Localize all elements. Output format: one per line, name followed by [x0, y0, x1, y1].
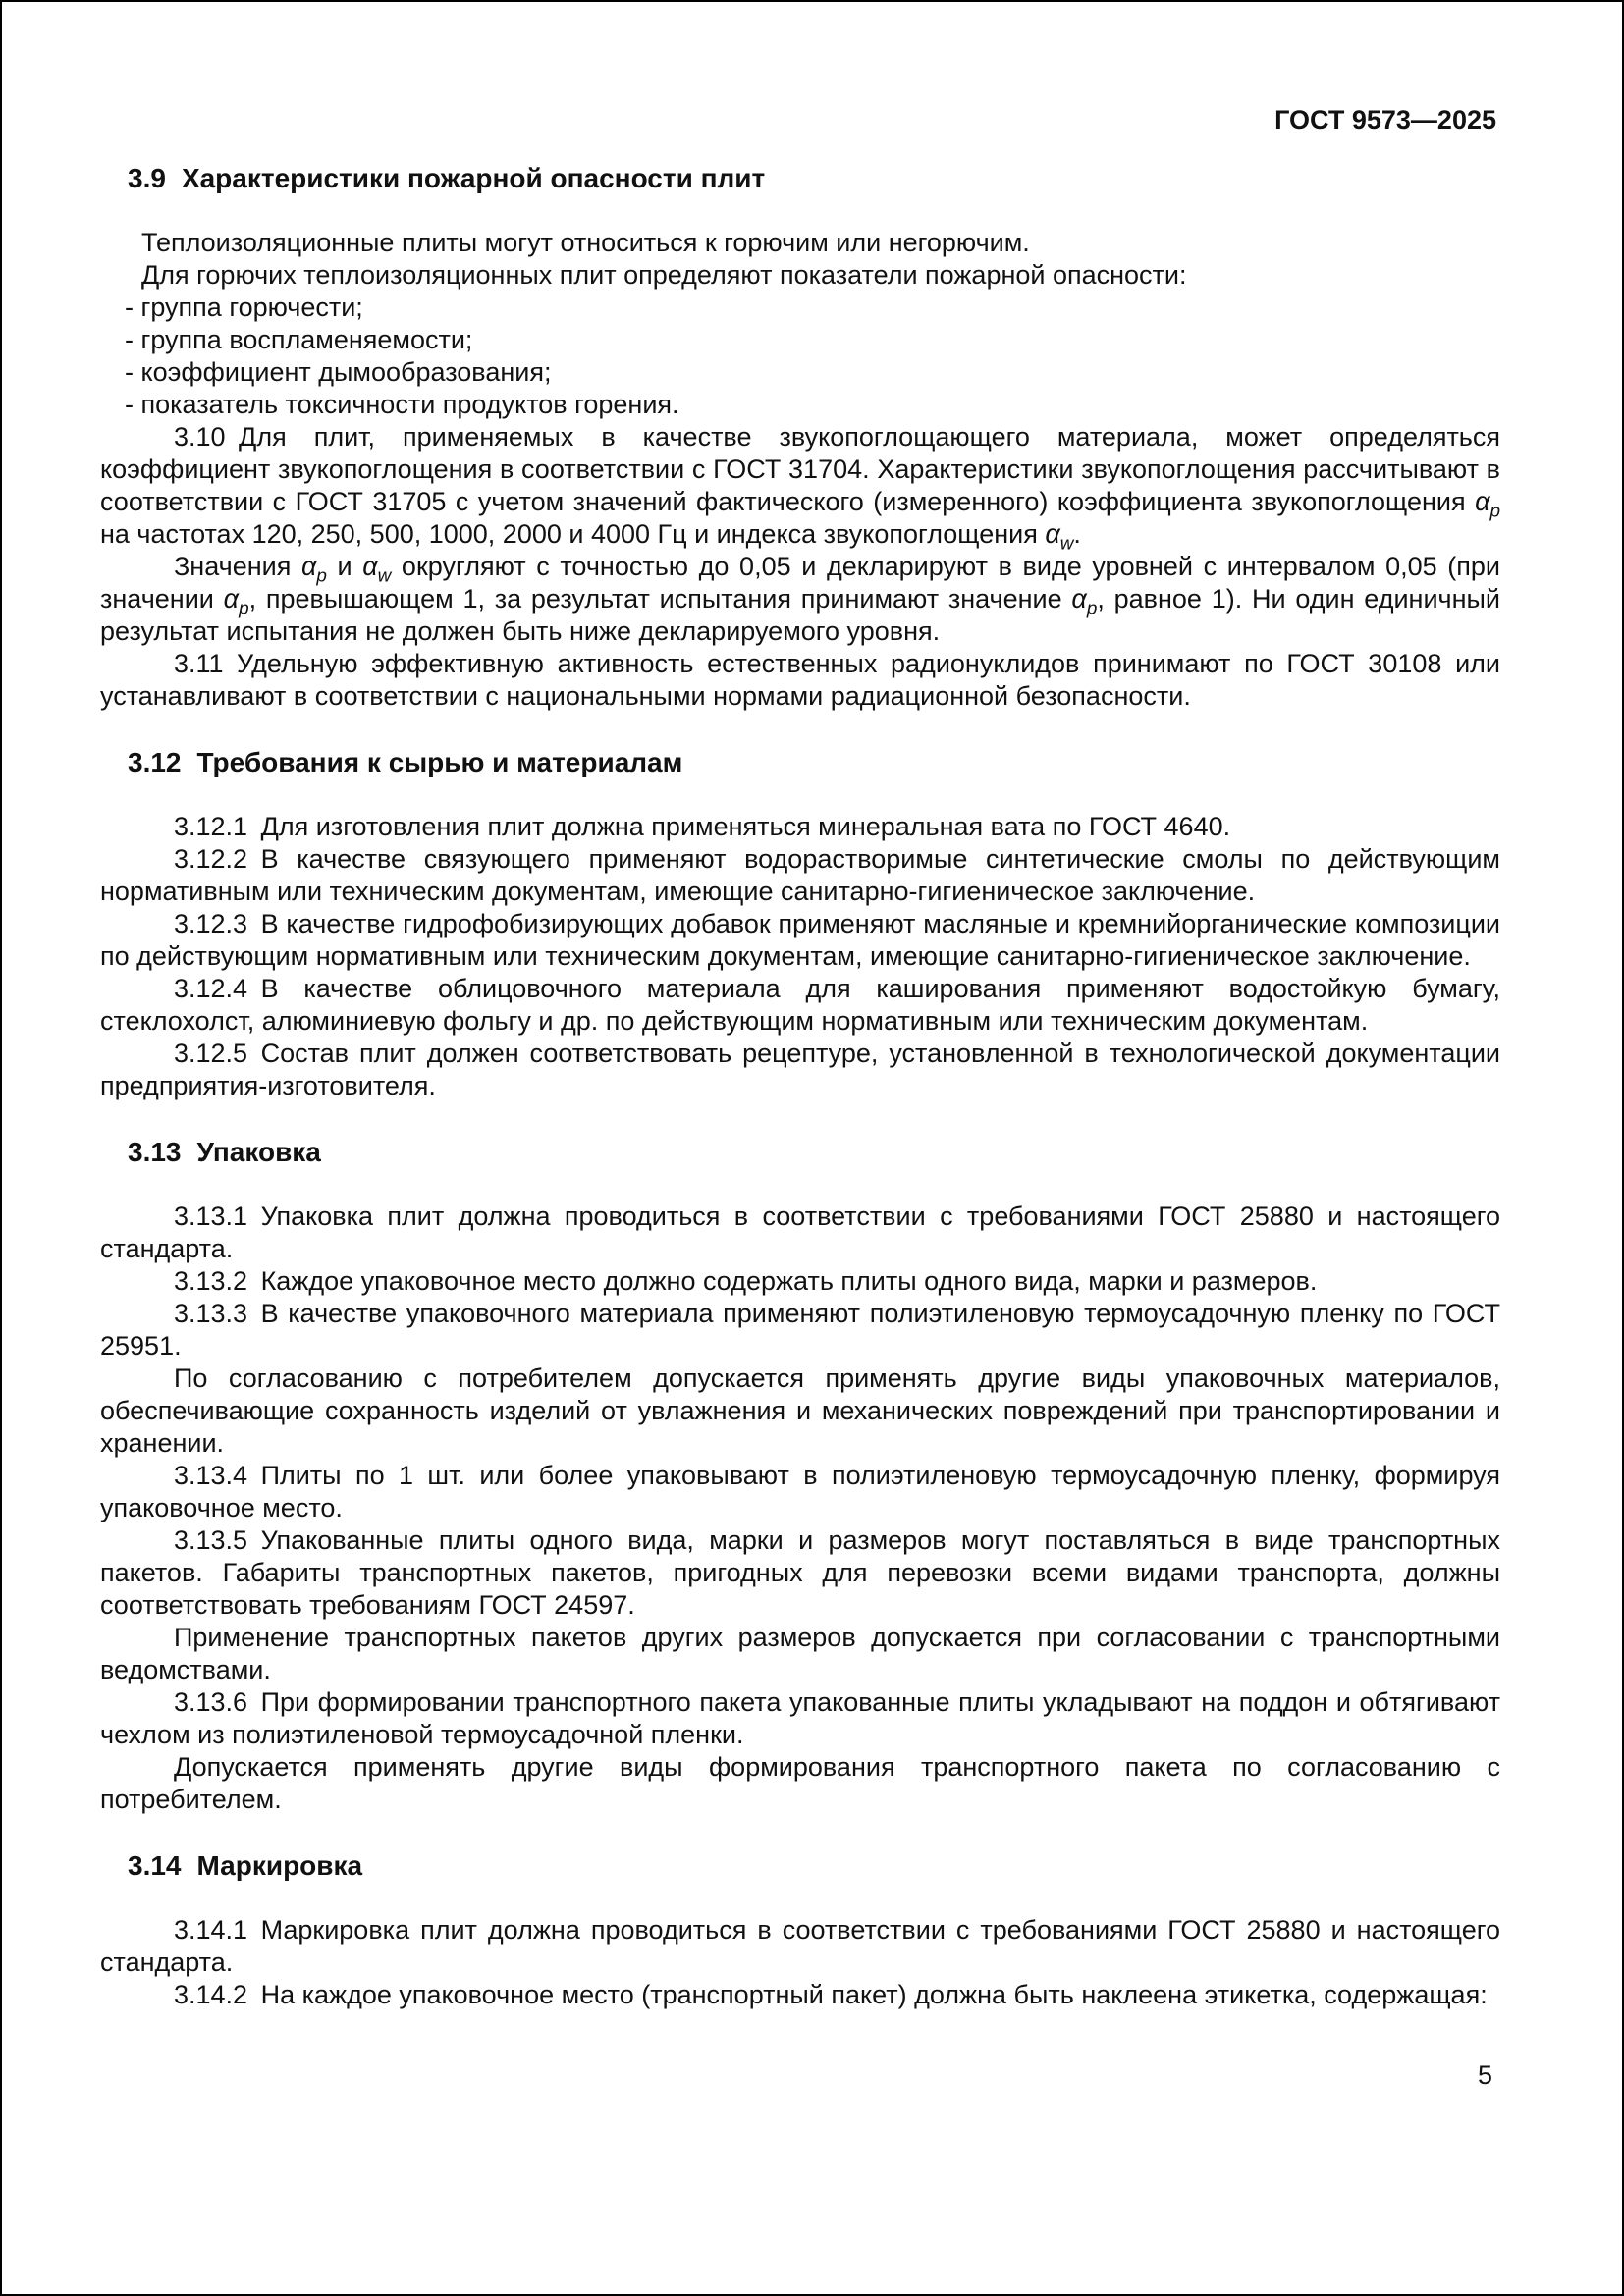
clause-3-13-5: 3.13.5 Упакованные плиты одного вида, марки и размеров могут поставляться в виде транспортных пакетов. Габариты транспортных пакетов, пригодных для перевозки всеми видами транспорта, должны соответствовать требованиям ГОСТ 24597.: [100, 1525, 1500, 1620]
clause-3-14-2: 3.14.2 На каждое упаковочное место (транспортный пакет) должна быть наклеена этикетка, содержащая:: [174, 1980, 1488, 2009]
text-run: на частотах 120, 250, 500, 1000, 2000 и 4000 Гц и индекса звукопоглощения: [100, 519, 1046, 549]
text-run: и: [326, 552, 363, 581]
clause-3-12-3: 3.12.3 В качестве гидрофобизирующих добавок применяют масляные и кремнийорганические композиции по действующим нормативным или техническим документам, имеющие санитарно-гигиеническое заключение.: [100, 909, 1500, 971]
alpha-subscript: p: [1489, 501, 1500, 522]
clause-3-14-1: 3.14.1 Маркировка плит должна проводиться в соответствии с требованиями ГОСТ 25880 и настоящего стандарта.: [100, 1915, 1500, 1977]
paragraph: Допускается применять другие виды формирования транспортного пакета по согласованию с потребителем.: [100, 1752, 1500, 1814]
paragraph: Теплоизоляционные плиты могут относиться к горючим или негорючим.: [141, 228, 1030, 257]
section-title: Упаковка: [196, 1137, 321, 1167]
paragraph: Для горючих теплоизоляционных плит определяют показатели пожарной опасности:: [141, 260, 1187, 290]
text-run: Значения: [174, 552, 301, 581]
section-number: 3.14: [128, 1850, 182, 1881]
alpha-subscript: w: [377, 565, 392, 587]
section-title: Характеристики пожарной опасности плит: [181, 163, 766, 193]
alpha-symbol: α: [1071, 584, 1087, 614]
section-number: 3.13: [128, 1137, 182, 1167]
text-run: округляют с точностью до 0,05 и декларируют в виде уровней с интервалом 0,05 (при значении: [100, 552, 1500, 614]
clause-3-13-2: 3.13.2 Каждое упаковочное место должно содержать плиты одного вида, марки и размеров.: [174, 1266, 1318, 1296]
clause-3-13-4: 3.13.4 Плиты по 1 шт. или более упаковывают в полиэтиленовую термоусадочную пленку, формируя упаковочное место.: [100, 1461, 1500, 1522]
alpha-symbol: α: [1045, 519, 1060, 549]
paragraph: По согласованию с потребителем допускается применять другие виды упаковочных материалов, обеспечивающие сохранность изделий от увлажнения и механических повреждений при транспортировании и хранении.: [100, 1363, 1500, 1458]
section-title: Маркировка: [196, 1850, 363, 1881]
clause-3-11: 3.11 Удельную эффективную активность естественных радионуклидов принимают по ГОСТ 30108 или устанавливают в соответствии с национальными нормами радиационной безопасности.: [100, 649, 1500, 711]
clause-3-13-1: 3.13.1 Упаковка плит должна проводиться в соответствии с требованиями ГОСТ 25880 и настоящего стандарта.: [100, 1201, 1500, 1263]
clause-3-13-3: 3.13.3 В качестве упаковочного материала применяют полиэтиленовую термоусадочную пленку по ГОСТ 25951.: [100, 1299, 1500, 1361]
clause-3-12-4: 3.12.4 В качестве облицовочного материала для каширования применяют водостойкую бумагу, стеклохолст, алюминиевую фольгу и др. по действующим нормативным или техническим документам.: [100, 974, 1500, 1036]
alpha-subscript: w: [1059, 533, 1074, 555]
section-number: 3.9: [128, 163, 166, 193]
alpha-subscript: p: [316, 565, 327, 587]
clause-3-13-6: 3.13.6 При формировании транспортного пакета упакованные плиты укладывают на поддон и обтягивают чехлом из полиэтиленовой термоусадочной пленки.: [100, 1687, 1500, 1749]
document-code: ГОСТ 9573—2025: [1274, 105, 1496, 134]
section-title: Требования к сырью и материалам: [196, 747, 683, 777]
alpha-subscript: p: [239, 598, 249, 619]
page-number: 5: [1477, 2060, 1492, 2090]
section-heading-3-9: [128, 162, 1500, 195]
list-item: - группа воспламеняемости;: [125, 325, 473, 354]
text-run: 3.10 Для плит, применяемых в качестве звукопоглощающего материала, может определяться коэффициент звукопоглощения в соответствии с ГОСТ 31704. Характеристики звукопоглощения рассчитывают в соответствии с ГОСТ 31705 с учетом значений фактического (измеренного) коэффициента звукопоглощения: [100, 422, 1500, 516]
section-heading-3-14: [128, 1849, 1500, 1883]
list-item: - показатель токсичности продуктов горения.: [125, 390, 679, 419]
clause-3-12-2: 3.12.2 В качестве связующего применяют водорастворимые синтетические смолы по действующим нормативным или техническим документам, имеющие санитарно-гигиеническое заключение.: [100, 844, 1500, 906]
text-run: , равное 1). Ни один единичный результат испытания не должен быть ниже декларируемого уровня.: [100, 584, 1501, 646]
text-run: .: [1073, 519, 1081, 549]
section-heading-3-12: [128, 746, 1500, 779]
alpha-subscript: p: [1086, 598, 1098, 619]
clause-3-10: [100, 421, 1500, 555]
alpha-symbol: α: [362, 552, 378, 581]
paragraph: Применение транспортных пакетов других размеров допускается при согласовании с транспортными ведомствами.: [100, 1623, 1500, 1684]
alpha-symbol: α: [300, 552, 317, 581]
alpha-symbol: α: [1475, 487, 1490, 516]
section-heading-3-13: [128, 1136, 1500, 1169]
paragraph-alpha-values: [100, 551, 1500, 648]
alpha-symbol: α: [223, 584, 240, 614]
text-run: , превышающем 1, за результат испытания принимают значение: [248, 584, 1072, 614]
clause-3-12-1: 3.12.1 Для изготовления плит должна применяться минеральная вата по ГОСТ 4640.: [174, 812, 1231, 841]
clause-3-12-5: 3.12.5 Состав плит должен соответствовать рецептуре, установленной в технологической документации предприятия-изготовителя.: [100, 1039, 1500, 1100]
list-item: - группа горючести;: [125, 293, 363, 322]
list-item: - коэффициент дымообразования;: [125, 357, 552, 387]
section-number: 3.12: [128, 747, 182, 777]
